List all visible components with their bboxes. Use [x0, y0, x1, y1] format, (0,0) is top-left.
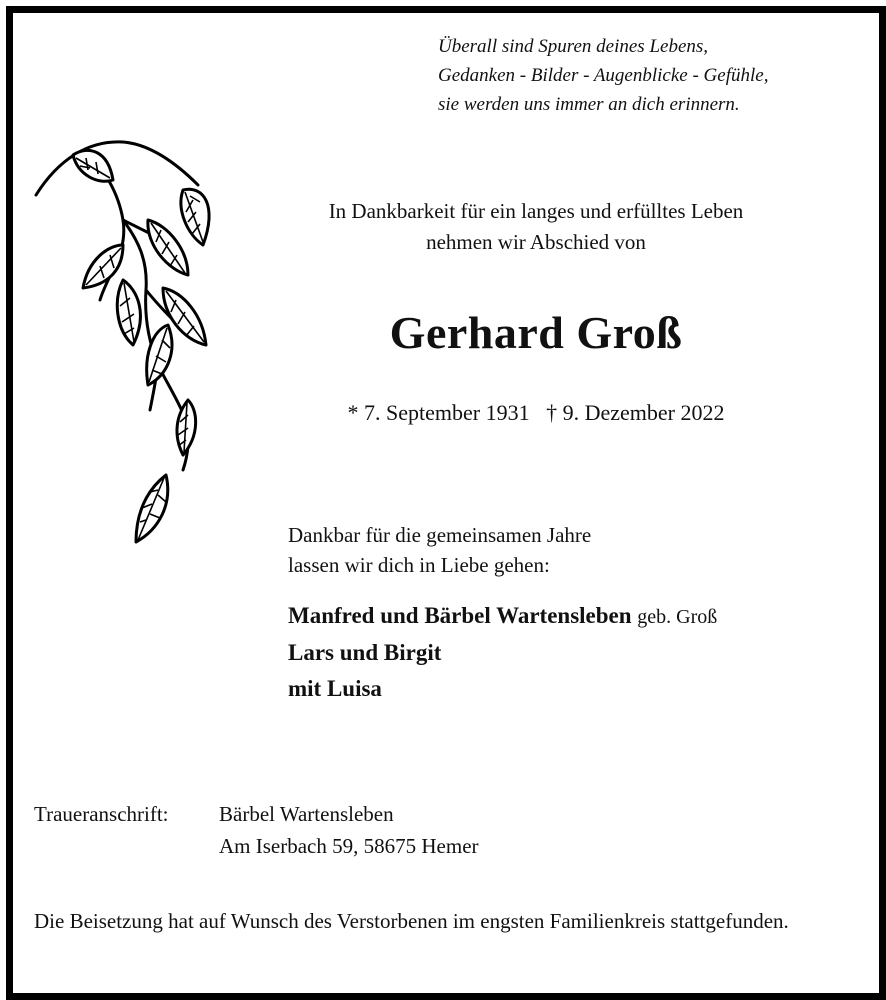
deceased-name: Gerhard Groß: [389, 307, 683, 358]
motto-line-3: sie werden uns immer an dich erinnern.: [438, 94, 740, 115]
birth-date: * 7. September 1931: [347, 400, 530, 425]
birch-branch-icon: [28, 130, 228, 550]
death-date: † 9. Dezember 2022: [546, 400, 725, 425]
motto-poem: [438, 32, 768, 119]
motto-line-2: Gedanken - Bilder - Augenblicke - Gefühle,: [438, 65, 769, 86]
intro-text: [232, 196, 840, 258]
mourner-line-2: Lars und Birgit: [288, 640, 442, 665]
address-lines: [219, 798, 479, 862]
thanks-text: [288, 520, 591, 580]
thanks-line-2: lassen wir dich in Liebe gehen:: [288, 553, 550, 577]
intro-line-1: In Dankbarkeit für ein langes und erfülltes Leben: [328, 199, 744, 223]
motto-line-1: Überall sind Spuren deines Lebens,: [438, 36, 709, 57]
burial-notice: Die Beisetzung hat auf Wunsch des Verstorbenen im engsten Familienkreis stattgefunden.: [34, 909, 789, 933]
mourner-line-1: [288, 598, 717, 635]
thanks-line-1: Dankbar für die gemeinsamen Jahre: [288, 523, 592, 547]
mourner-names-1: Manfred und Bärbel Wartensleben: [288, 603, 632, 628]
address-label: Traueranschrift:: [34, 802, 169, 826]
intro-line-2: nehmen wir Abschied von: [426, 230, 646, 254]
mourners-list: [288, 598, 717, 707]
address-name: Bärbel Wartensleben: [219, 802, 394, 826]
maiden-name-note: geb. Groß: [637, 606, 718, 628]
mourner-line-3: mit Luisa: [288, 676, 382, 701]
address-street: Am Iserbach 59, 58675 Hemer: [219, 834, 479, 858]
life-dates: [232, 400, 840, 426]
